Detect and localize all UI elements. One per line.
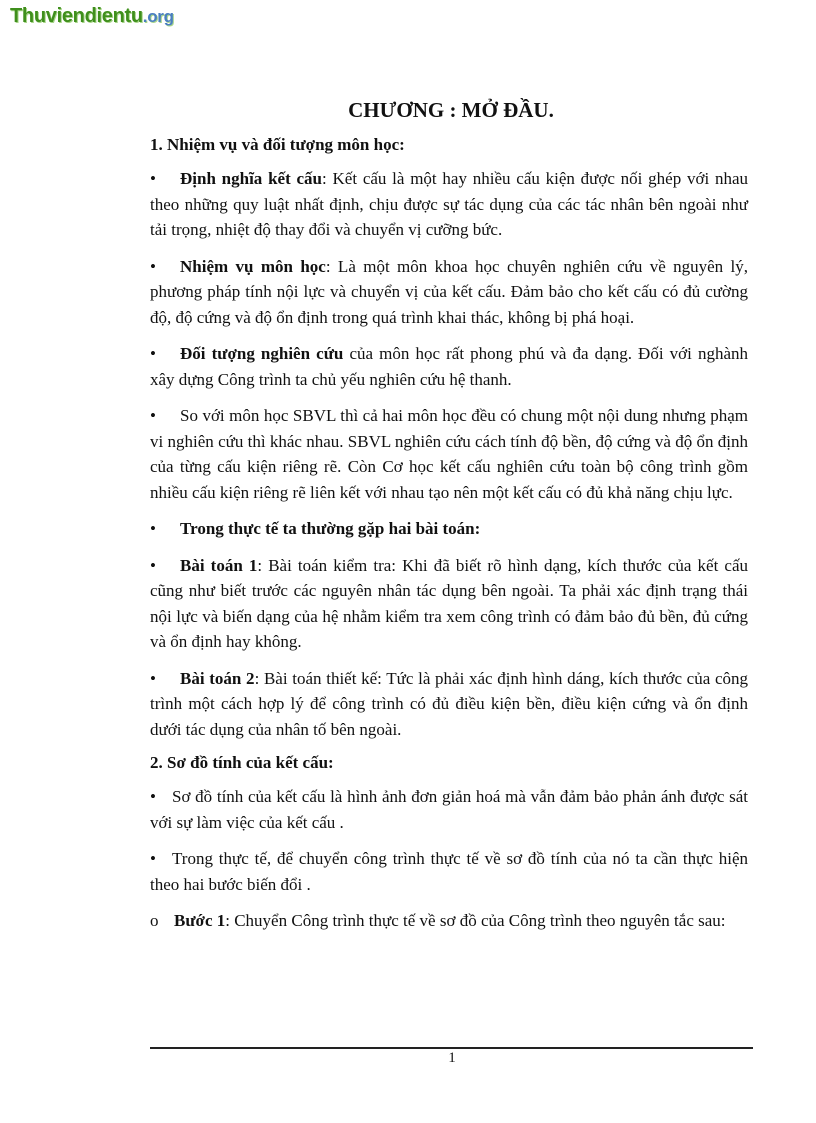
bullet-icon: • (150, 668, 156, 688)
chapter-title: CHƯƠNG : MỞ ĐẦU. (348, 98, 554, 122)
paragraph-comparison (150, 403, 748, 505)
paragraph-scheme (150, 784, 748, 835)
bullet-icon: • (150, 344, 156, 363)
document-body (150, 98, 748, 945)
term-object: Đối tượng nghiên cứu (180, 344, 344, 363)
paragraph-step-1 (150, 908, 748, 934)
logo-text: Thuviendientu (10, 5, 143, 27)
term-task: Nhiệm vụ môn học (180, 256, 326, 276)
paragraph-task (150, 254, 748, 331)
section-heading-2: 2. Sơ đồ tính của kết cấu: (150, 753, 334, 772)
paragraph-text: : Kết cấu là một hay nhiều cấu kiện được nối ghép với nhau theo những quy luật nhất định, chịu được sự tác dụng của các tác nhân bên ngoài như tải trọng, nhiệt độ thay đổi và chuyển vị cưỡng bức. (150, 169, 749, 239)
paragraph-text: của môn học rất phong phú và đa dạng. Đối với nghành xây dựng Công trình ta chủ yếu nghiên cứu hệ thanh. (150, 344, 748, 389)
page-number (0, 1050, 816, 1067)
paragraph-definition (150, 166, 748, 243)
term-problem-2: Bài toán 2 (180, 668, 255, 688)
paragraph-problem-1 (150, 553, 748, 655)
bullet-icon: • (150, 406, 156, 425)
paragraph-text: : Chuyển Công trình thực tế về sơ đồ của Công trình theo nguyên tắc sau: (225, 911, 726, 930)
footer-divider (150, 1047, 753, 1049)
paragraph-object (150, 341, 748, 392)
paragraph-text: : Là một môn khoa học chuyên nghiên cứu về nguyên lý, phương pháp tính nội lực và chuyển vị của kết cấu. Đảm bảo cho kết cấu có đủ cường độ, độ cứng và độ ổn định trong quá trình khai thác, không bị phá hoại. (150, 256, 748, 327)
site-logo (10, 5, 174, 28)
paragraph-text: : Bài toán kiểm tra: Khi đã biết rõ hình dạng, kích thước của kết cấu cũng như biết trước các nguyên nhân tác dụng bên ngoài. Ta phải xác định trạng thái nội lực và biến dạng của hệ nhằm kiểm tra xem công trình có đảm bảo đủ bền, đủ cứng và ổn định hay không. (150, 555, 748, 651)
circle-bullet-icon: o (150, 911, 159, 930)
bullet-icon: • (150, 849, 156, 868)
term-problem-1: Bài toán 1 (180, 555, 258, 575)
bullet-icon: • (150, 169, 156, 188)
paragraph-steps (150, 846, 748, 897)
paragraph-text: So với môn học SBVL thì cả hai môn học đều có chung một nội dung nhưng phạm vi nghiên cứu thì khác nhau. SBVL nghiên cứu cách tính độ bền, độ cứng và độ ổn định của từng cấu kiện riêng rẽ. Còn Cơ học kết cấu nghiên cứu toàn bộ công trình gồm nhiều cấu kiện riêng rẽ liên kết với nhau tạo nên một kết cấu có đủ khả năng chịu lực. (150, 406, 748, 502)
term-definition: Định nghĩa kết cấu (180, 169, 323, 188)
bullet-icon: • (150, 787, 156, 806)
bullet-icon: • (150, 256, 156, 276)
paragraph-text: Sơ đồ tính của kết cấu là hình ảnh đơn giản hoá mà vẫn đảm bảo phản ánh được sát với sự làm việc của kết cấu . (150, 787, 748, 832)
section-heading-1: 1. Nhiệm vụ và đối tượng môn học: (150, 135, 405, 154)
term-problems: Trong thực tế ta thường gặp hai bài toán: (180, 519, 481, 538)
logo-suffix: .org (142, 7, 174, 26)
paragraph-text: : Bài toán thiết kế: Tức là phải xác định hình dáng, kích thước của công trình một cách hợp lý để công trình có đủ điều kiện bền, điều kiện cứng và ổn định dưới tác dụng của nhân tố bên ngoài. (150, 668, 748, 739)
paragraph-problems-intro (150, 516, 748, 542)
bullet-icon: • (150, 555, 156, 575)
paragraph-text: Trong thực tế, để chuyển công trình thực tế về sơ đồ tính của nó ta cần thực hiện theo hai bước biến đổi . (150, 849, 748, 894)
term-step-1: Bước 1 (174, 911, 226, 930)
bullet-icon: • (150, 519, 156, 538)
paragraph-problem-2 (150, 666, 748, 743)
page-number-text: 1 (448, 1050, 456, 1066)
